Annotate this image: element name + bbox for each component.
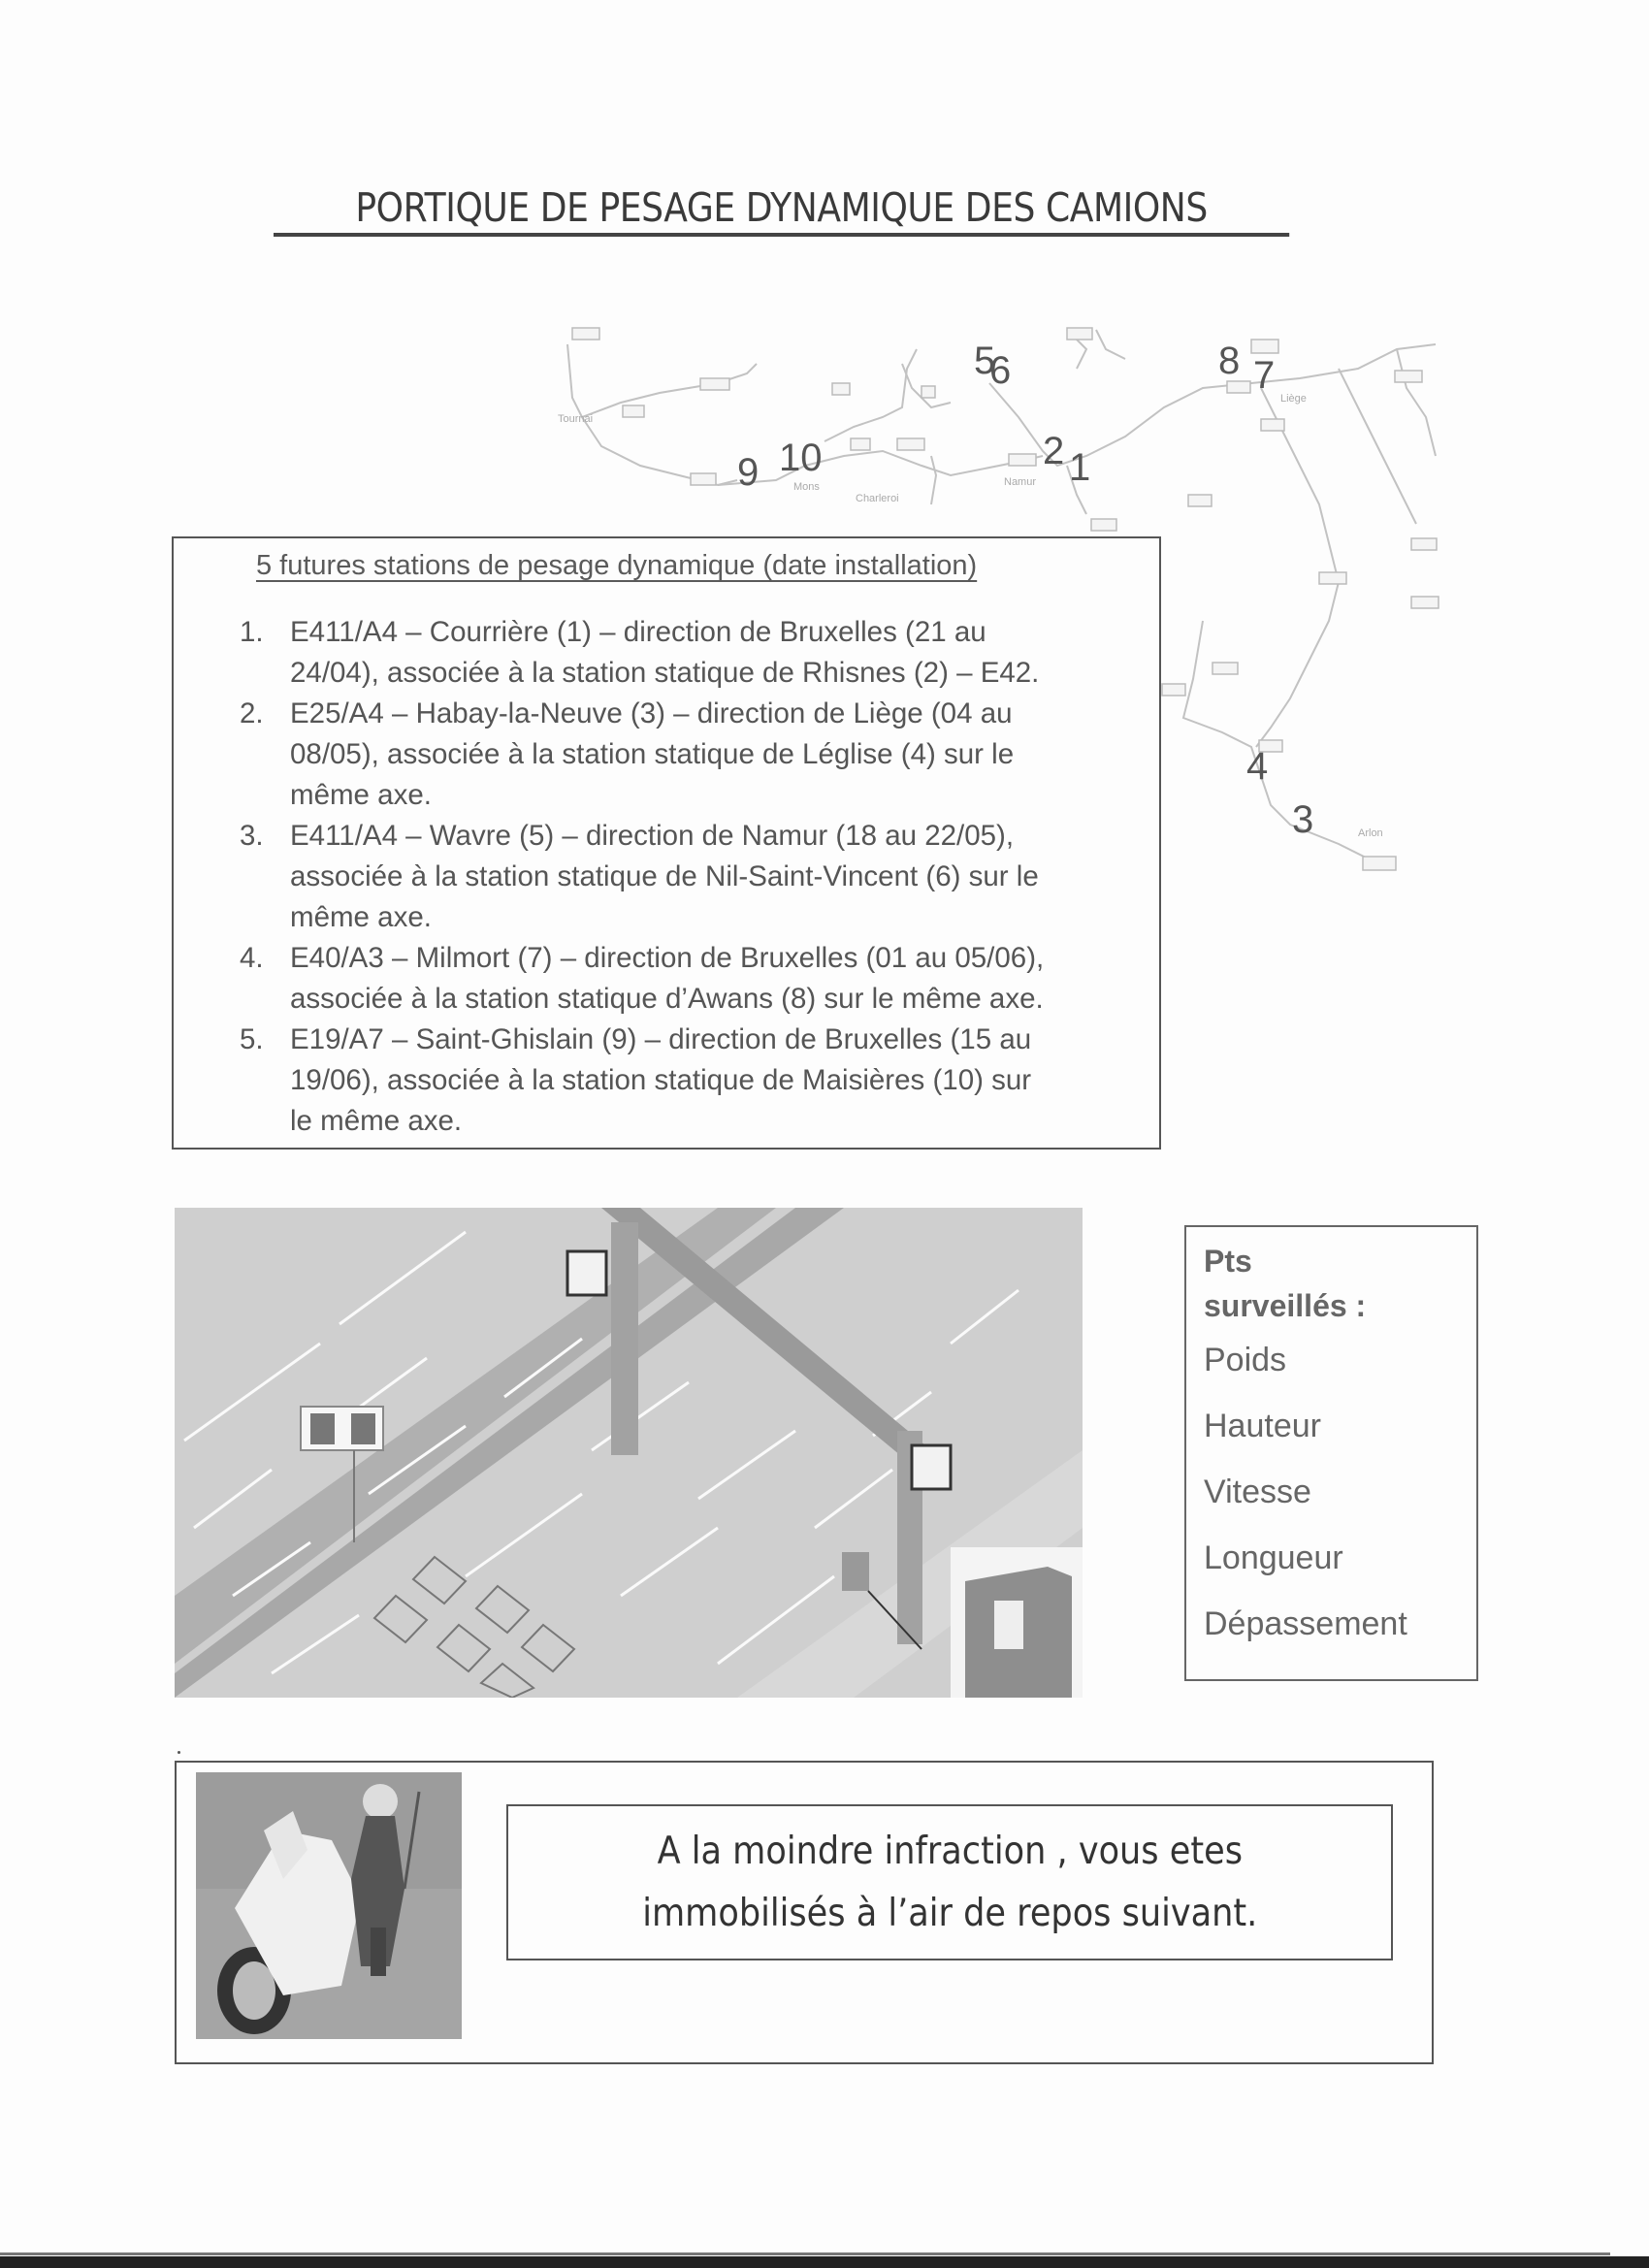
map-marker-6: 6 xyxy=(989,349,1012,392)
station-number: 5. xyxy=(240,1023,264,1055)
station-line: associée à la station statique de Nil-Saint-Vincent (6) sur le xyxy=(290,860,1039,892)
station-line: E40/A3 – Milmort (7) – direction de Bruxelles (01 au 05/06), xyxy=(290,942,1045,974)
station-line: associée à la station statique d’Awans (8) sur le même axe. xyxy=(290,983,1044,1015)
station-line: E411/A4 – Wavre (5) – direction de Namur (18 au 22/05), xyxy=(290,820,1015,852)
station-item-2 xyxy=(174,694,1153,816)
station-item-5 xyxy=(174,1020,1153,1142)
station-line: 24/04), associée à la station statique de Rhisnes (2) – E42. xyxy=(290,657,1040,689)
map-marker-10: 10 xyxy=(779,437,823,479)
station-item-1 xyxy=(174,612,1153,694)
scan-speck xyxy=(178,1751,180,1754)
scan-edge-line xyxy=(0,2252,1610,2255)
gantry-illustration xyxy=(175,1208,1083,1698)
map-label-charleroi: Charleroi xyxy=(856,493,899,504)
station-line: même axe. xyxy=(290,779,432,811)
station-line: E25/A4 – Habay-la-Neuve (3) – direction de Liège (04 au xyxy=(290,697,1013,729)
monitored-points-title xyxy=(1204,1239,1366,1328)
station-number: 1. xyxy=(240,616,264,648)
monitored-title-line: surveillés : xyxy=(1204,1288,1367,1323)
map-marker-3: 3 xyxy=(1292,798,1314,841)
map-marker-1: 1 xyxy=(1069,446,1091,489)
map-marker-4: 4 xyxy=(1246,745,1269,788)
station-number: 2. xyxy=(240,697,264,729)
page-title: PORTIQUE DE PESAGE DYNAMIQUE DES CAMIONS xyxy=(274,184,1289,237)
warning-line: A la moindre infraction , vous etes xyxy=(657,1829,1243,1873)
stations-list xyxy=(174,612,1153,1142)
map-marker-5: 5 xyxy=(974,340,996,382)
station-item-3 xyxy=(174,816,1153,938)
map-label-arlon: Arlon xyxy=(1358,827,1383,839)
monitored-title-line: Pts xyxy=(1204,1244,1252,1279)
warning-message xyxy=(642,1821,1257,1945)
station-number: 4. xyxy=(240,942,264,974)
map-marker-9: 9 xyxy=(737,451,760,494)
monitored-item-poids: Poids xyxy=(1204,1342,1287,1378)
monitored-item-vitesse: Vitesse xyxy=(1204,1474,1311,1510)
map-marker-8: 8 xyxy=(1218,340,1241,382)
station-line: E19/A7 – Saint-Ghislain (9) – direction de Bruxelles (15 au xyxy=(290,1023,1032,1055)
map-label-namur: Namur xyxy=(1004,476,1037,488)
map-label-mons: Mons xyxy=(793,481,820,493)
monitored-item-longueur: Longueur xyxy=(1204,1539,1343,1576)
map-label-liege: Liège xyxy=(1280,393,1307,405)
warning-line: immobilisés à l’air de repos suivant. xyxy=(641,1891,1258,1935)
map-marker-2: 2 xyxy=(1043,430,1065,472)
station-line: E411/A4 – Courrière (1) – direction de Bruxelles (21 au xyxy=(290,616,986,648)
monitored-points-box xyxy=(1184,1225,1478,1681)
station-line: 08/05), associée à la station statique de Léglise (4) sur le xyxy=(290,738,1015,770)
station-line: même axe. xyxy=(290,901,432,933)
map-marker-7: 7 xyxy=(1253,354,1276,397)
monitored-item-hauteur: Hauteur xyxy=(1204,1408,1321,1444)
stations-box xyxy=(172,536,1161,1150)
warning-message-box xyxy=(506,1804,1393,1960)
station-item-4 xyxy=(174,938,1153,1020)
stations-heading: 5 futures stations de pesage dynamique (date installation) xyxy=(256,550,978,581)
station-line: le même axe. xyxy=(290,1105,463,1137)
map-label-tournai: Tournai xyxy=(558,413,594,425)
warning-box xyxy=(175,1761,1434,2064)
station-line: 19/06), associée à la station statique de Maisières (10) sur xyxy=(290,1064,1032,1096)
station-number: 3. xyxy=(240,820,264,852)
police-motorcycle-photo xyxy=(196,1772,462,2039)
scan-edge-bar xyxy=(0,2256,1649,2268)
monitored-item-depassement: Dépassement xyxy=(1204,1605,1407,1642)
